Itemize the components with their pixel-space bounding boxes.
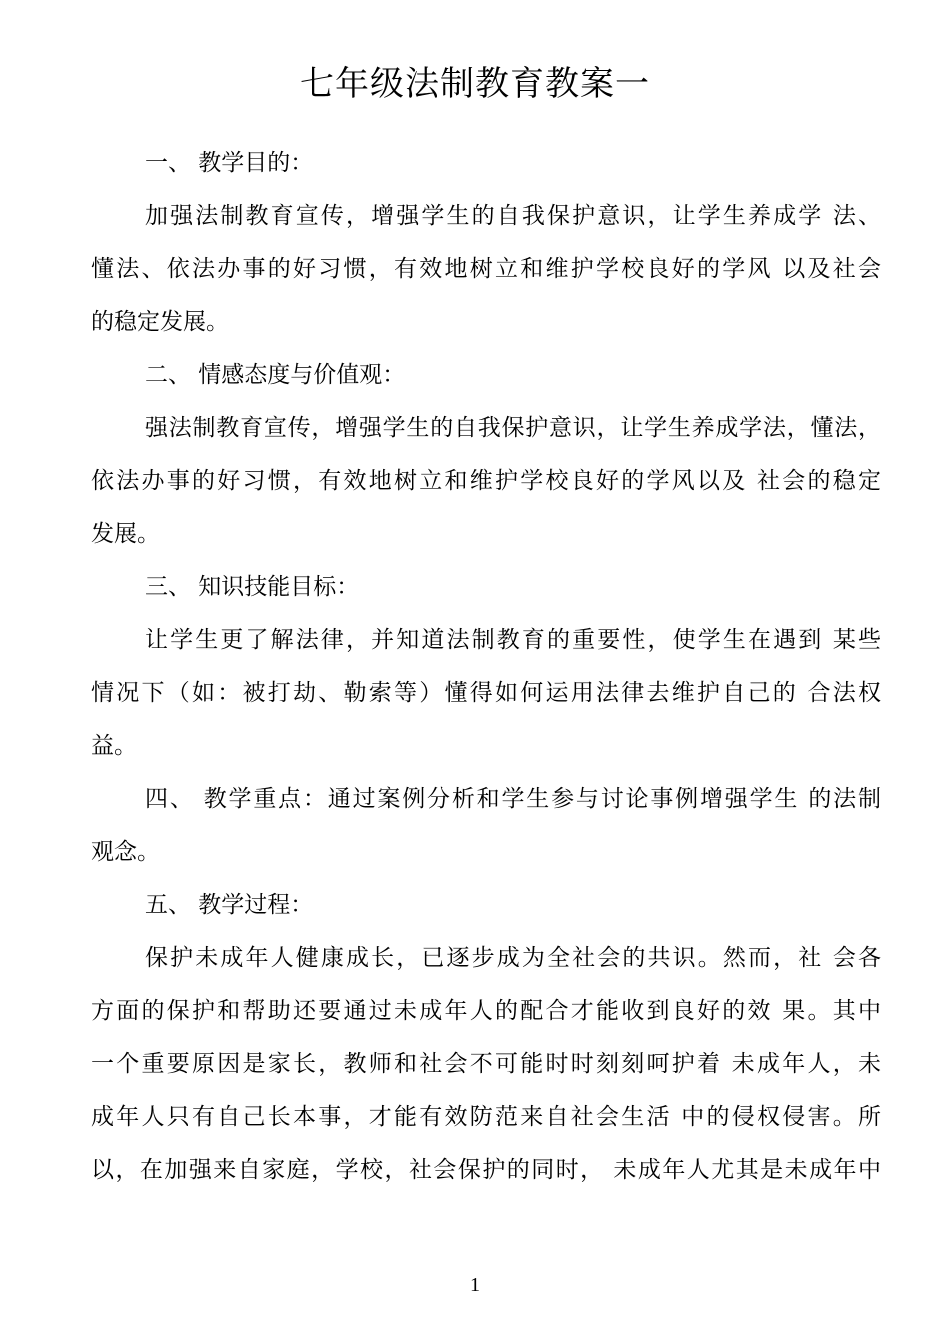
paragraph-line: 加强法制教育宣传，增强学生的自我保护意识，让学生养成学 法、 <box>145 203 881 229</box>
paragraph-line: 情况下（如：被打劫、勒索等）懂得如何运用法律去维护自己的 合法权 <box>91 680 881 706</box>
paragraph-line: 一个重要原因是家长，教师和社会不可能时时刻刻呵护着 未成年人，未 <box>91 1051 881 1077</box>
paragraph-line: 方面的保护和帮助还要通过未成年人的配合才能收到良好的效 果。其中 <box>91 998 881 1024</box>
paragraph-line: 懂法、依法办事的好习惯，有效地树立和维护学校良好的学风 以及社会 <box>91 256 881 282</box>
paragraph-line: 的稳定发展。 <box>91 309 229 335</box>
section-heading-5: 五、 教学过程： <box>145 892 314 918</box>
paragraph-line: 成年人只有自己长本事，才能有效防范来自社会生活 中的侵权侵害。所 <box>91 1104 881 1130</box>
paragraph-line: 让学生更了解法律，并知道法制教育的重要性，使学生在遇到 某些 <box>145 627 881 653</box>
paragraph-line: 以，在加强来自家庭，学校，社会保护的同时， 未成年人尤其是未成年中 <box>91 1157 881 1183</box>
paragraph-line: 强法制教育宣传，增强学生的自我保护意识，让学生养成学法，懂法， <box>145 415 881 441</box>
document-title: 七年级法制教育教案一 <box>300 64 650 104</box>
page-number: 1 <box>470 1274 480 1296</box>
section-heading-3: 三、 知识技能目标： <box>145 574 360 600</box>
paragraph-line: 发展。 <box>91 521 160 547</box>
paragraph-line: 依法办事的好习惯，有效地树立和维护学校良好的学风以及 社会的稳定 <box>91 468 881 494</box>
section-heading-4: 四、 教学重点：通过案例分析和学生参与讨论事例增强学生 的法制 <box>145 786 881 812</box>
paragraph-line: 保护未成年人健康成长，已逐步成为全社会的共识。然而，社 会各 <box>145 945 881 971</box>
paragraph-line: 益。 <box>91 733 137 759</box>
paragraph-line: 观念。 <box>91 839 160 865</box>
section-heading-2: 二、 情感态度与价值观： <box>145 362 406 388</box>
section-heading-1: 一、 教学目的： <box>145 150 314 176</box>
